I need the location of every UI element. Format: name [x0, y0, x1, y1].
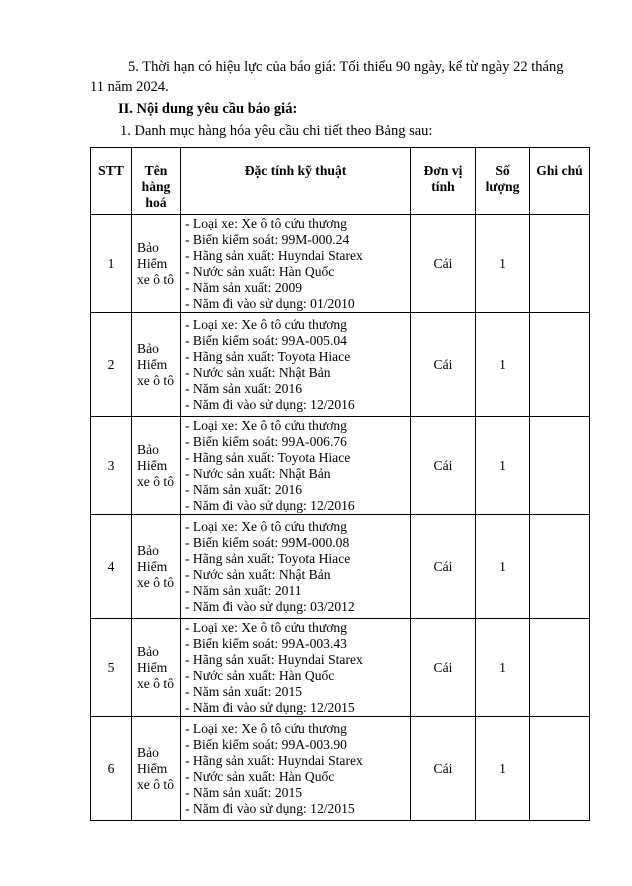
spec-line: - Hãng sản xuất: Toyota Hiace	[185, 449, 351, 465]
header-spec: Đặc tính kỹ thuật	[181, 148, 411, 215]
spec-line: - Hãng sản xuất: Huyndai Starex	[185, 247, 363, 263]
spec-line: - Nước sản xuất: Hàn Quốc	[185, 768, 335, 784]
spec-line: - Biển kiểm soát: 99A-006.76	[185, 433, 347, 449]
spec-line: - Loại xe: Xe ô tô cứu thương	[185, 518, 347, 534]
cell-quantity: 1	[476, 515, 530, 619]
item-name-line: xe ô tô	[137, 574, 174, 590]
spec-line: - Nước sản xuất: Hàn Quốc	[185, 667, 335, 683]
cell-note	[530, 215, 590, 313]
cell-note	[530, 619, 590, 717]
header-item-name: Tên hàng hoá	[132, 148, 181, 215]
section-heading: II. Nội dung yêu cầu báo giá:	[118, 101, 298, 117]
spec-line: - Hãng sản xuất: Toyota Hiace	[185, 348, 351, 364]
cell-quantity: 1	[476, 313, 530, 417]
cell-item-name	[132, 313, 181, 417]
spec-line: - Năm sản xuất: 2016	[185, 380, 303, 396]
spec-line: - Năm đi vào sử dụng: 12/2015	[185, 800, 355, 816]
item-name-line: Bảo	[137, 239, 159, 255]
item-name-line: xe ô tô	[137, 271, 174, 287]
spec-line: - Năm đi vào sử dụng: 01/2010	[185, 295, 355, 311]
spec-line: - Năm sản xuất: 2016	[185, 481, 303, 497]
cell-quantity: 1	[476, 417, 530, 515]
cell-unit: Cái	[411, 717, 476, 821]
cell-item-name	[132, 215, 181, 313]
cell-quantity: 1	[476, 215, 530, 313]
cell-spec	[181, 417, 411, 515]
cell-spec	[181, 313, 411, 417]
cell-unit: Cái	[411, 215, 476, 313]
cell-stt: 5	[91, 619, 132, 717]
goods-table	[90, 147, 590, 821]
item-name-line: Bảo	[137, 542, 159, 558]
spec-line: - Năm sản xuất: 2011	[185, 582, 302, 598]
table-row	[91, 417, 590, 515]
cell-unit: Cái	[411, 313, 476, 417]
cell-stt: 2	[91, 313, 132, 417]
item-name-line: Hiểm	[137, 255, 168, 271]
spec-line: - Năm đi vào sử dụng: 03/2012	[185, 598, 355, 614]
cell-spec	[181, 515, 411, 619]
spec-line: - Năm đi vào sử dụng: 12/2016	[185, 497, 355, 513]
spec-line: - Loại xe: Xe ô tô cứu thương	[185, 720, 347, 736]
spec-line: - Biển kiểm soát: 99A-003.90	[185, 736, 347, 752]
spec-line: - Biển kiểm soát: 99M-000.24	[185, 231, 350, 247]
cell-unit: Cái	[411, 417, 476, 515]
cell-quantity: 1	[476, 619, 530, 717]
validity-paragraph-line2: 11 năm 2024.	[90, 79, 169, 95]
cell-unit: Cái	[411, 515, 476, 619]
cell-stt: 3	[91, 417, 132, 515]
spec-line: - Năm đi vào sử dụng: 12/2016	[185, 396, 355, 412]
cell-spec	[181, 215, 411, 313]
cell-item-name	[132, 515, 181, 619]
table-row	[91, 515, 590, 619]
header-note: Ghi chú	[530, 148, 590, 215]
table-header-row	[91, 148, 590, 215]
spec-line: - Nước sản xuất: Nhật Bản	[185, 364, 331, 380]
cell-item-name	[132, 619, 181, 717]
spec-line: - Nước sản xuất: Nhật Bản	[185, 566, 331, 582]
spec-line: - Biển kiểm soát: 99A-003.43	[185, 635, 347, 651]
table-row	[91, 215, 590, 313]
cell-stt: 1	[91, 215, 132, 313]
item-name-line: Bảo	[137, 744, 159, 760]
item-name-line: Bảo	[137, 643, 159, 659]
spec-line: - Năm đi vào sử dụng: 12/2015	[185, 699, 355, 715]
cell-stt: 6	[91, 717, 132, 821]
table-row	[91, 717, 590, 821]
header-unit: Đơn vị tính	[411, 148, 476, 215]
spec-line: - Năm sản xuất: 2015	[185, 683, 303, 699]
cell-quantity: 1	[476, 717, 530, 821]
item-name-line: xe ô tô	[137, 776, 174, 792]
spec-line: - Loại xe: Xe ô tô cứu thương	[185, 215, 347, 231]
spec-line: - Loại xe: Xe ô tô cứu thương	[185, 316, 347, 332]
item-name-line: Hiểm	[137, 760, 168, 776]
spec-line: - Biển kiểm soát: 99A-005.04	[185, 332, 347, 348]
header-quantity: Số lượng	[476, 148, 530, 215]
spec-line: - Loại xe: Xe ô tô cứu thương	[185, 619, 347, 635]
item-name-line: Bảo	[137, 340, 159, 356]
spec-line: - Nước sản xuất: Nhật Bản	[185, 465, 331, 481]
table-row	[91, 619, 590, 717]
cell-item-name	[132, 717, 181, 821]
spec-line: - Loại xe: Xe ô tô cứu thương	[185, 417, 347, 433]
item-name-line: Hiểm	[137, 659, 168, 675]
validity-paragraph-line1: 5. Thời hạn có hiệu lực của báo giá: Tối thiểu 90 ngày, kể từ ngày 22 tháng	[128, 59, 564, 75]
table-row	[91, 313, 590, 417]
item-name-line: xe ô tô	[137, 473, 174, 489]
cell-stt: 4	[91, 515, 132, 619]
spec-line: - Hãng sản xuất: Huyndai Starex	[185, 752, 363, 768]
cell-item-name	[132, 417, 181, 515]
cell-note	[530, 417, 590, 515]
item-name-line: xe ô tô	[137, 372, 174, 388]
item-name-line: Bảo	[137, 441, 159, 457]
item-name-line: xe ô tô	[137, 675, 174, 691]
item-name-line: Hiểm	[137, 457, 168, 473]
spec-line: - Năm sản xuất: 2009	[185, 279, 303, 295]
spec-line: - Biển kiểm soát: 99M-000.08	[185, 534, 350, 550]
cell-spec	[181, 717, 411, 821]
item-name-line: Hiểm	[137, 558, 168, 574]
cell-unit: Cái	[411, 619, 476, 717]
spec-line: - Hãng sản xuất: Huyndai Starex	[185, 651, 363, 667]
header-stt: STT	[91, 148, 132, 215]
cell-note	[530, 515, 590, 619]
spec-line: - Nước sản xuất: Hàn Quốc	[185, 263, 335, 279]
spec-line: - Năm sản xuất: 2015	[185, 784, 303, 800]
spec-line: - Hãng sản xuất: Toyota Hiace	[185, 550, 351, 566]
cell-spec	[181, 619, 411, 717]
list-item-goods-catalog: 1. Danh mục hàng hóa yêu cầu chi tiết theo Bảng sau:	[120, 123, 433, 139]
cell-note	[530, 313, 590, 417]
cell-note	[530, 717, 590, 821]
item-name-line: Hiểm	[137, 356, 168, 372]
